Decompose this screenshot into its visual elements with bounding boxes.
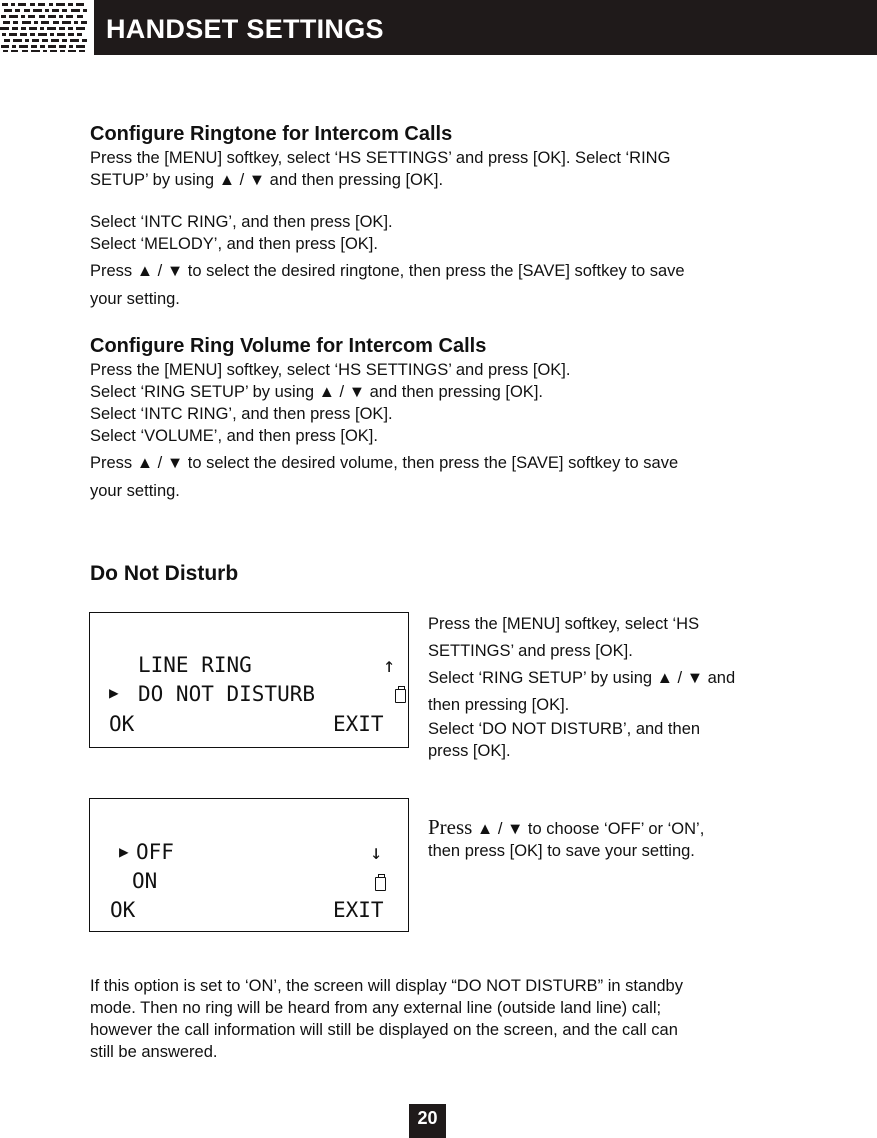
section-title-dnd: Do Not Disturb [90,562,239,585]
lcd-screen-dnd-options [89,798,409,932]
dnd-step-line: Select ‘RING SETUP’ by using ▲ / ▼ and [428,669,736,687]
ringtone-instructions [90,147,790,313]
section-title-volume: Configure Ring Volume for Intercom Calls [90,335,487,357]
volume-line: Select ‘VOLUME’, and then press [OK]. [90,427,378,445]
dnd-option-rest: ▲ / ▼ to choose ‘OFF’ or ‘ON’, [472,820,705,838]
dnd-option-line: then press [OK] to save your setting. [428,842,695,860]
page-number: 20 [409,1104,446,1138]
up-arrow-icon: ↑ [383,653,396,677]
dnd-option-instructions [428,816,798,862]
volume-line: your setting. [90,482,180,500]
dnd-step-line: SETTINGS’ and press [OK]. [428,642,633,660]
lcd-line-off: OFF [136,840,174,864]
note-line: mode. Then no ring will be heard from any external line (outside land line) call; [90,999,662,1017]
dnd-option-line [428,816,798,840]
lcd-line-dnd: DO NOT DISTURB [138,682,316,706]
down-arrow-icon: ↓ [370,840,383,864]
ringtone-line: your setting. [90,290,180,308]
right-triangle-icon: ▶ [119,842,129,861]
lcd-screen-dnd-menu [89,612,409,748]
volume-line: Select ‘RING SETUP’ by using ▲ / ▼ and then pressing [OK]. [90,383,543,401]
dnd-step-line: press [OK]. [428,742,511,760]
volume-instructions [90,359,790,505]
dnd-step-line: Select ‘DO NOT DISTURB’, and then [428,720,701,738]
lcd-line-ring: LINE RING [138,653,252,677]
softkey-exit: EXIT [333,898,384,922]
dnd-step-line: Press the [MENU] softkey, select ‘HS [428,615,700,633]
ringtone-line: Press the [MENU] softkey, select ‘HS SETTINGS’ and press [OK]. Select ‘RING [90,149,671,167]
ringtone-line: SETUP’ by using ▲ / ▼ and then pressing [OK]. [90,171,444,189]
battery-icon [395,689,406,703]
softkey-ok: OK [109,712,135,736]
battery-icon [375,877,386,891]
ringtone-line: Press ▲ / ▼ to select the desired ringtone, then press the [SAVE] softkey to save [90,262,685,280]
dnd-step-line: then pressing [OK]. [428,696,570,714]
press-word: Press [428,815,473,839]
softkey-exit: EXIT [333,712,384,736]
softkey-ok: OK [110,898,136,922]
section-title-ringtone: Configure Ringtone for Intercom Calls [90,123,453,145]
ringtone-line: Select ‘INTC RING’, and then press [OK]. [90,213,393,231]
right-triangle-icon: ▶ [109,683,119,702]
dnd-menu-instructions [428,610,798,762]
note-line: If this option is set to ‘ON’, the screen will display “DO NOT DISTURB” in standby [90,977,683,995]
dnd-note [90,975,790,1063]
ringtone-line: Select ‘MELODY’, and then press [OK]. [90,235,378,253]
header-logo-pattern [0,0,89,53]
volume-line: Select ‘INTC RING’, and then press [OK]. [90,405,393,423]
note-line: however the call information will still be displayed on the screen, and the call can [90,1021,678,1039]
lcd-line-on: ON [132,869,158,893]
note-line: still be answered. [90,1043,218,1061]
page-title: HANDSET SETTINGS [106,14,384,44]
header-bar [94,0,877,55]
volume-line: Press the [MENU] softkey, select ‘HS SETTINGS’ and press [OK]. [90,361,571,379]
volume-line: Press ▲ / ▼ to select the desired volume, then press the [SAVE] softkey to save [90,454,679,472]
